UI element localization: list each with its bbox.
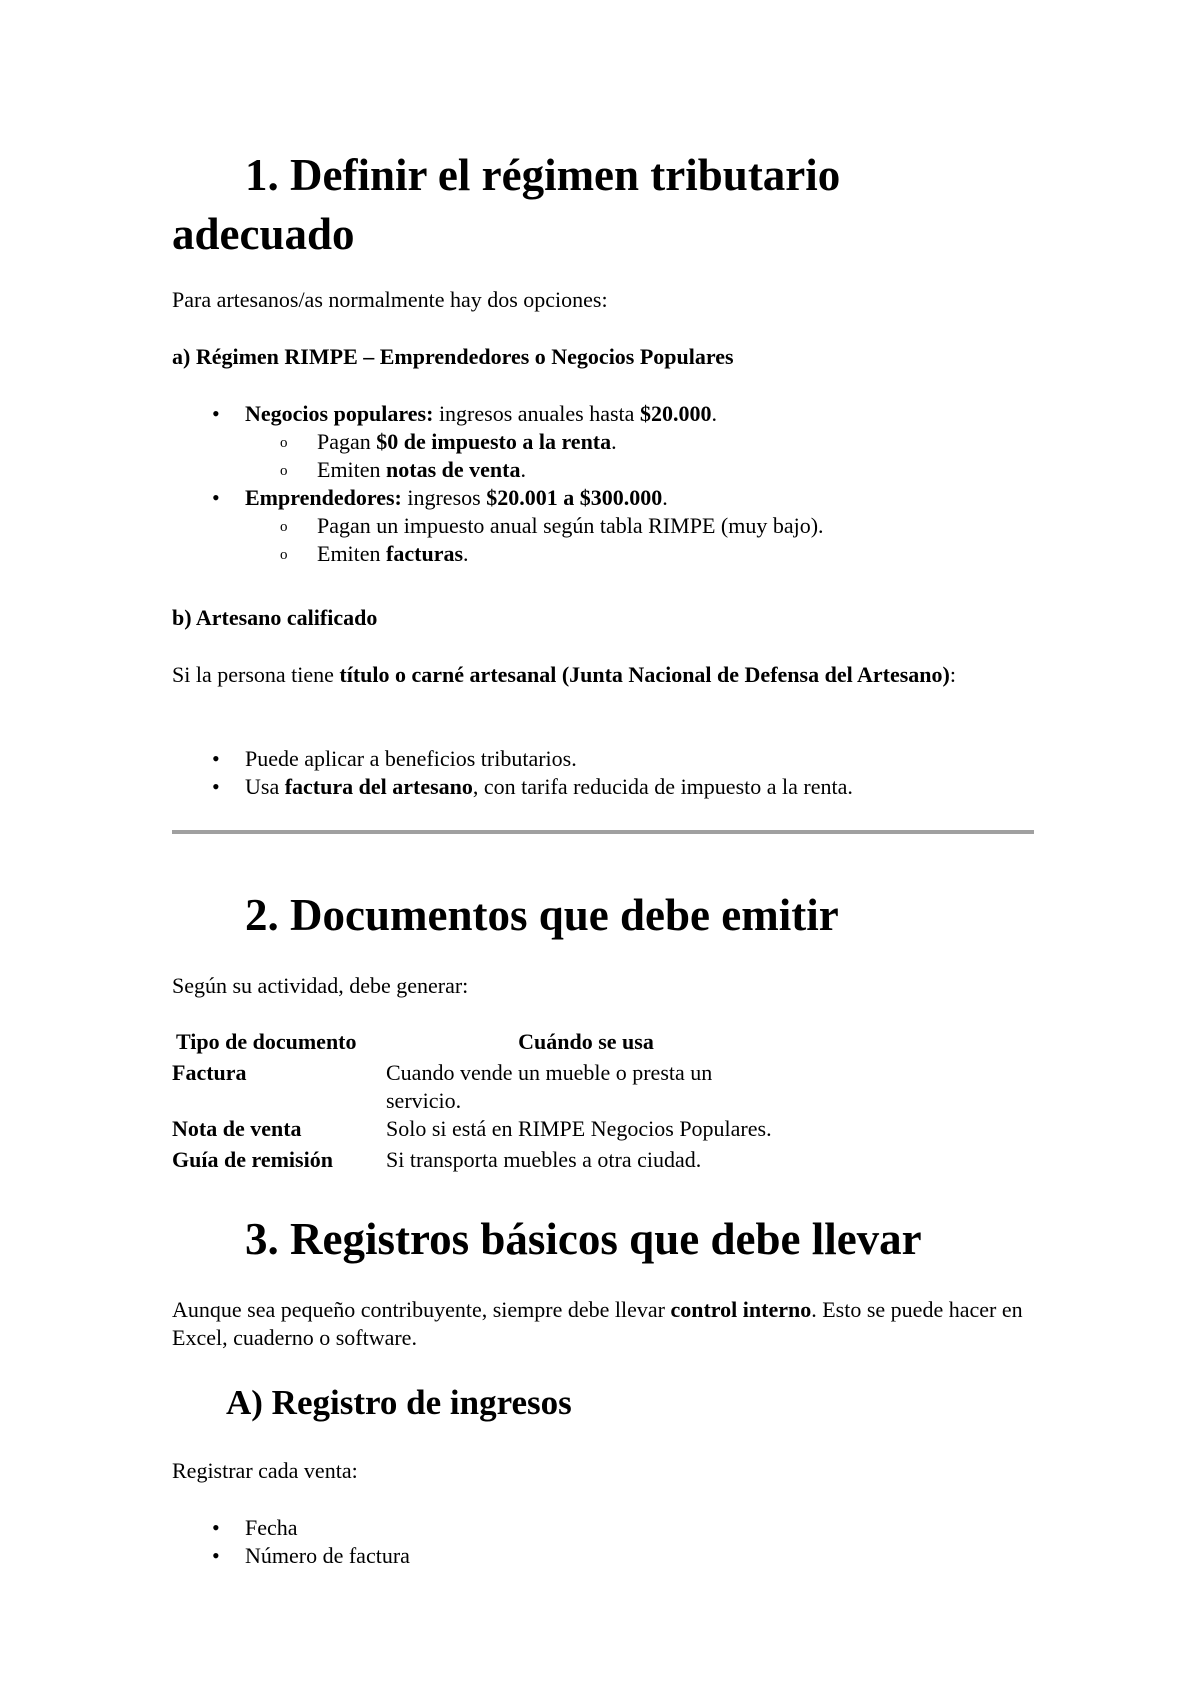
column-header: Cuándo se usa: [518, 1029, 654, 1054]
list-subitem: o Emiten notas de venta.: [172, 456, 1032, 484]
list-item: • Puede aplicar a beneficios tributarios.: [172, 745, 1032, 773]
list-item: • Usa factura del artesano, con tarifa reducida de impuesto a la renta.: [172, 773, 1032, 801]
section1-sub-a: a) Régimen RIMPE – Emprendedores o Negocios Populares: [172, 344, 734, 369]
section2-intro: Según su actividad, debe generar:: [172, 973, 469, 998]
horizontal-divider: [172, 830, 1034, 834]
section3-paragraph: Aunque sea pequeño contribuyente, siempre debe llevar control interno. Esto se puede hacer en Excel, cuaderno o software.: [172, 1297, 1023, 1350]
rimpe-list: [172, 400, 1032, 568]
ingresos-list: [172, 1514, 1032, 1570]
table-cell: Cuando vende un mueble o presta un servicio.: [386, 1060, 713, 1113]
documents-table: [172, 1028, 786, 1177]
column-header: Tipo de documento: [176, 1029, 357, 1054]
list-item: • Fecha: [172, 1514, 1032, 1542]
table-row: [172, 1115, 786, 1146]
table-header-row: [172, 1028, 786, 1059]
table-row: [172, 1059, 786, 1115]
list-subitem: o Pagan $0 de impuesto a la renta.: [172, 428, 1032, 456]
section3-subheading: A) Registro de ingresos: [226, 1383, 572, 1422]
section1-intro: Para artesanos/as normalmente hay dos opciones:: [172, 287, 608, 312]
list-item: • Número de factura: [172, 1542, 1032, 1570]
section1-title: 1. Definir el régimen tributario adecuado: [172, 150, 841, 259]
table-cell: Guía de remisión: [172, 1147, 333, 1172]
section3-title: 3. Registros básicos que debe llevar: [245, 1214, 922, 1264]
artesano-list: [172, 745, 1032, 801]
section3-sub-intro: Registrar cada venta:: [172, 1458, 358, 1483]
section2-title: 2. Documentos que debe emitir: [245, 890, 839, 940]
list-subitem: o Pagan un impuesto anual según tabla RIMPE (muy bajo).: [172, 512, 1032, 540]
section1-sub-b: b) Artesano calificado: [172, 605, 378, 630]
list-subitem: o Emiten facturas.: [172, 540, 1032, 568]
artesano-paragraph: Si la persona tiene título o carné artesanal (Junta Nacional de Defensa del Artesano):: [172, 662, 956, 687]
table-cell: Nota de venta: [172, 1116, 302, 1141]
table-cell: Solo si está en RIMPE Negocios Populares.: [386, 1116, 772, 1141]
list-item: • Negocios populares: ingresos anuales hasta $20.000.: [172, 400, 1032, 428]
table-cell: Factura: [172, 1060, 247, 1085]
list-item: • Emprendedores: ingresos $20.001 a $300.000.: [172, 484, 1032, 512]
table-row: [172, 1146, 786, 1177]
table-cell: Si transporta muebles a otra ciudad.: [386, 1147, 702, 1172]
